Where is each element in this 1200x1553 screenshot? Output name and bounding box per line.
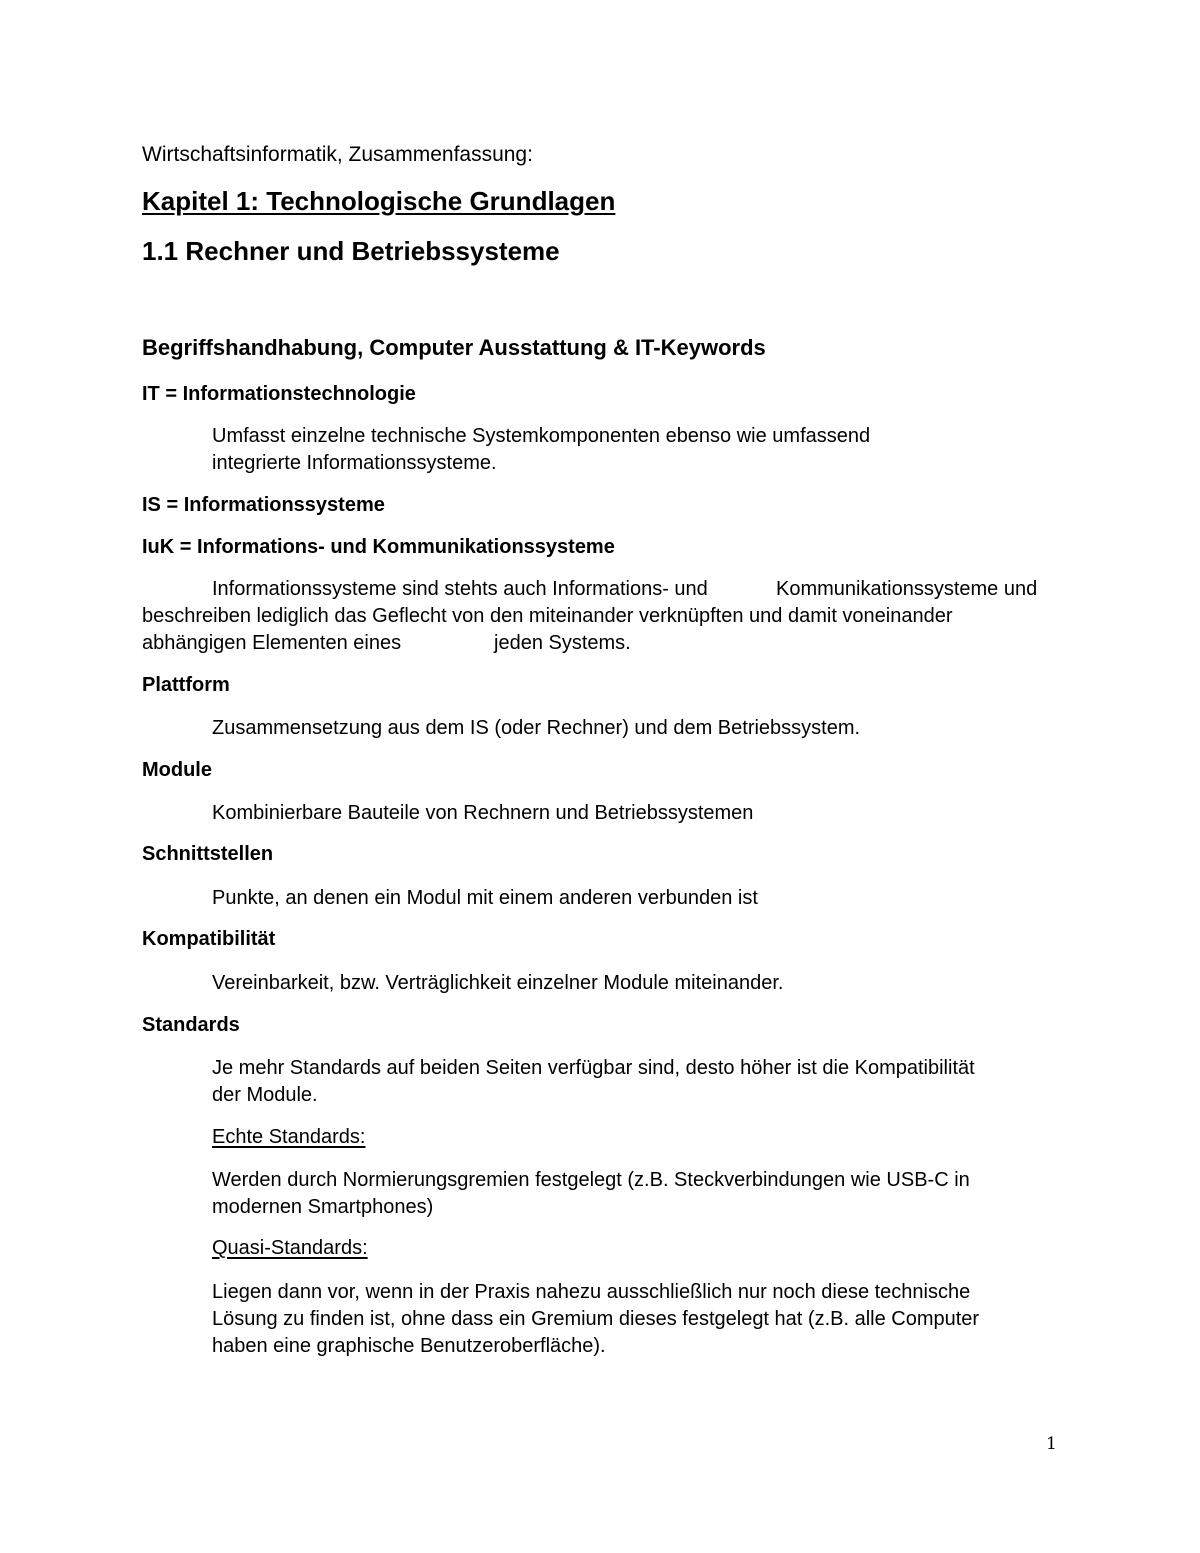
term-standards: Standards [142, 1014, 240, 1036]
definition-schnittstellen: Punkte, an denen ein Modul mit einem anderen verbunden ist [212, 887, 758, 909]
term-is: IS = Informationssysteme [142, 494, 385, 516]
term-kompatibilitaet: Kompatibilität [142, 928, 276, 950]
definition-plattform: Zusammensetzung aus dem IS (oder Rechner) und dem Betriebssystem. [212, 717, 861, 739]
term-it: IT = Informationstechnologie [142, 383, 416, 405]
page-number: 1 [1046, 1434, 1057, 1454]
definition-kompatibilitaet: Vereinbarkeit, bzw. Verträglichkeit einzelner Module miteinander. [212, 972, 784, 994]
definition-quasi-standards-line3: haben eine graphische Benutzeroberfläche). [212, 1335, 606, 1357]
paragraph-iuk-line1b: Kommunikationssysteme und [776, 578, 1038, 600]
label-echte-standards: Echte Standards: [212, 1126, 366, 1148]
definition-echte-standards-line2: modernen Smartphones) [212, 1196, 434, 1218]
definition-quasi-standards-line2: Lösung zu finden ist, ohne dass ein Gremium dieses festgelegt hat (z.B. alle Computer [212, 1308, 980, 1330]
term-schnittstellen: Schnittstellen [142, 843, 274, 865]
term-iuk: IuK = Informations- und Kommunikationssysteme [142, 536, 615, 558]
term-module: Module [142, 759, 212, 781]
chapter-heading: Kapitel 1: Technologische Grundlagen [142, 186, 616, 216]
term-plattform: Plattform [142, 674, 230, 696]
paragraph-iuk-line1a: Informationssysteme sind stehts auch Informations- und [212, 578, 708, 600]
paragraph-iuk-line3a: abhängigen Elementen eines [142, 632, 402, 654]
definition-standards-line1: Je mehr Standards auf beiden Seiten verfügbar sind, desto höher ist die Kompatibilität [212, 1057, 975, 1079]
subsection-heading: Begriffshandhabung, Computer Ausstattung & IT-Keywords [142, 335, 766, 360]
definition-standards-line2: der Module. [212, 1084, 318, 1106]
definition-it-line1: Umfasst einzelne technische Systemkomponenten ebenso wie umfassend [212, 425, 871, 447]
definition-echte-standards-line1: Werden durch Normierungsgremien festgelegt (z.B. Steckverbindungen wie USB-C in [212, 1169, 970, 1191]
paragraph-iuk-line2: beschreiben lediglich das Geflecht von den miteinander verknüpften und damit voneinander [142, 605, 953, 627]
document-title: Wirtschaftsinformatik, Zusammenfassung: [142, 143, 533, 166]
section-heading: 1.1 Rechner und Betriebssysteme [142, 236, 560, 266]
label-quasi-standards: Quasi-Standards: [212, 1237, 368, 1259]
paragraph-iuk-line3b: jeden Systems. [494, 632, 631, 654]
definition-module: Kombinierbare Bauteile von Rechnern und Betriebssystemen [212, 802, 754, 824]
definition-it-line2: integrierte Informationssysteme. [212, 452, 497, 474]
definition-quasi-standards-line1: Liegen dann vor, wenn in der Praxis nahezu ausschließlich nur noch diese technische [212, 1281, 971, 1303]
